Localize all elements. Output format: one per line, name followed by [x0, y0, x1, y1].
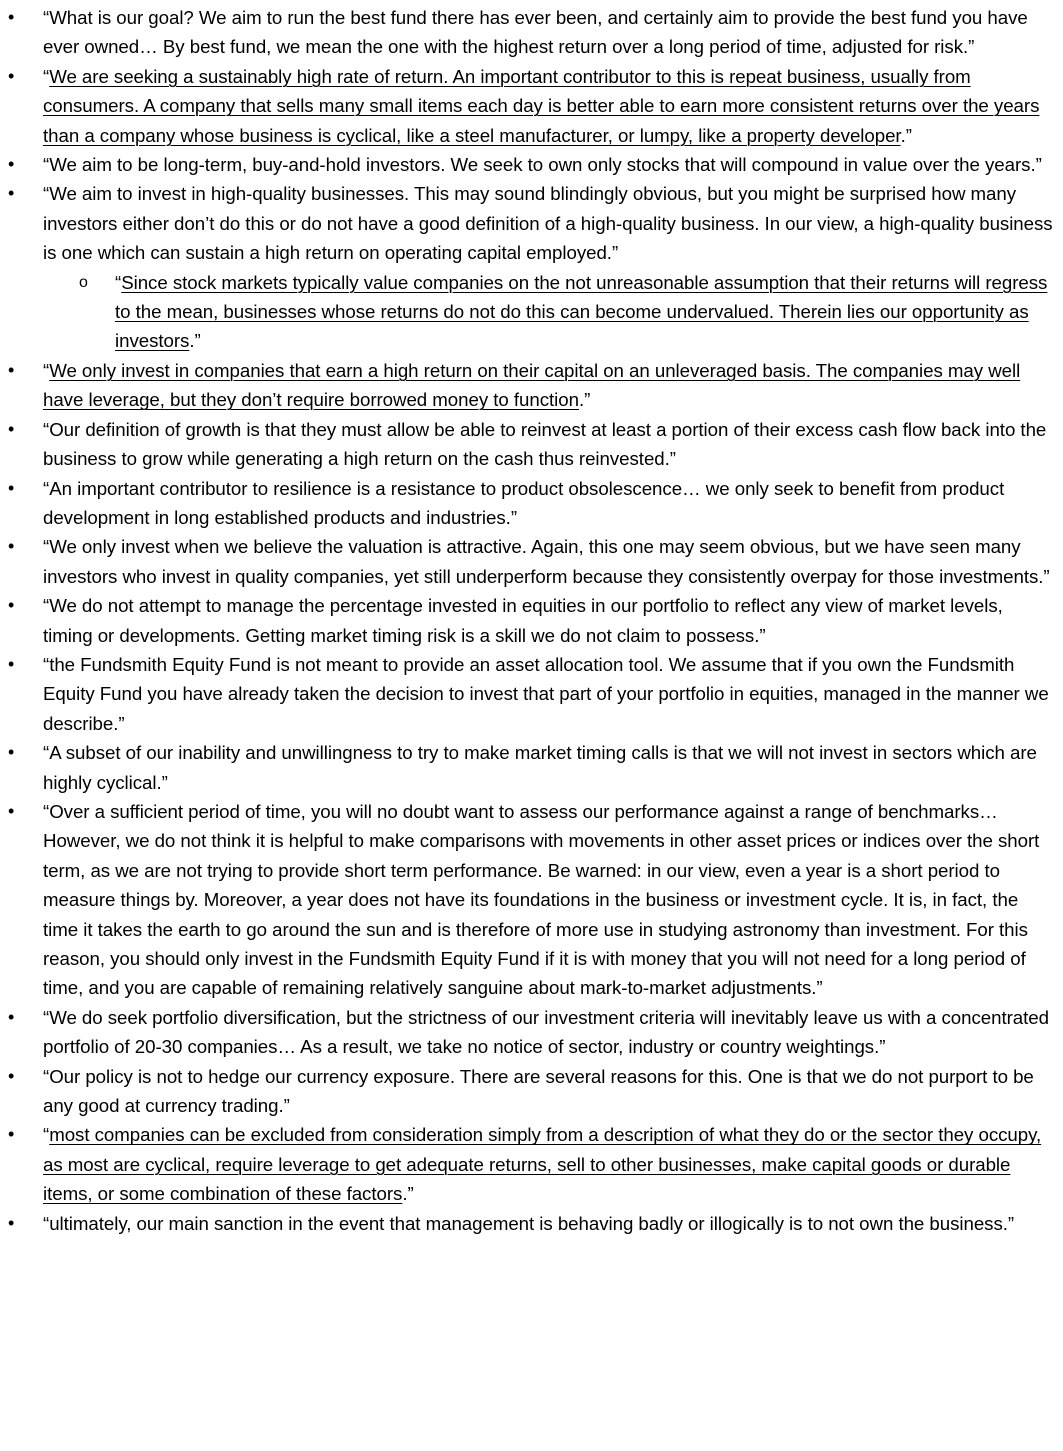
quote-open: “	[43, 65, 50, 87]
quote-text: the Fundsmith Equity Fund is not meant to provide an asset allocation tool. We assume that if you own the Fundsmith Equity Fund you have already taken the decision to invest that part of your portfolio in equities, managed in the manner we describe.	[43, 653, 1049, 734]
list-item	[0, 1062, 1053, 1121]
quote-text: A subset of our inability and unwillingness to try to make market timing calls is that we will not invest in sectors which are highly cyclical.	[43, 742, 1037, 793]
bullet-icon: •	[8, 65, 15, 86]
quote-text: We aim to be long-term, buy-and-hold investors. We seek to own only stocks that will compound in value over the years.	[49, 154, 1036, 176]
bullet-icon: •	[8, 742, 15, 763]
list-item	[0, 474, 1053, 533]
quote-text: Our definition of growth is that they must allow be able to reinvest at least a portion of their excess cash flow back into the business to grow while generating a high return on the cash thus reinvested.	[43, 418, 1047, 470]
bullet-icon: •	[8, 183, 15, 204]
quote-close: ”	[510, 506, 517, 528]
quote-open: “	[43, 536, 50, 558]
quote-close: .”	[900, 124, 912, 146]
quote-open: “	[43, 183, 50, 205]
quote-text: An important contributor to resilience is a resistance to product obsolescence… we only seek to benefit from product development in long established products and industries.	[43, 477, 1005, 528]
quote-close: ”	[1007, 1212, 1015, 1234]
bullet-icon: •	[8, 1212, 15, 1233]
list-item	[0, 415, 1053, 474]
quote-open: “	[43, 418, 50, 440]
bullet-icon: •	[8, 359, 15, 380]
quote-open: “	[115, 271, 122, 293]
quote-text: Over a sufficient period of time, you will no doubt want to assess our performance against a range of benchmarks… However, we do not think it is helpful to make comparisons with movements in other asset prices or indices over the short term, as we are not trying to provide short term performance. Be warned: in our view, even a year is a short period to measure things by. Moreover, a year does not have its foundations in the business or investment cycle. It is, in fact, the time it takes the earth to go around the sun and is therefore of more use in studying astronomy than investment. For this reason, you should only invest in the Fundsmith Equity Fund if it is with money that you will not need for a long period of time, and you are capable of remaining relatively sanguine about mark-to-market adjustments.	[43, 800, 1040, 999]
quote-open: “	[43, 7, 50, 28]
list-item	[0, 62, 1053, 150]
quote-close: ”	[968, 36, 975, 58]
quote-close: ”	[759, 624, 766, 646]
quote-underlined-text: most companies can be excluded from consideration simply from a description of what they do or the sector they occupy, as most are cyclical, require leverage to get adequate returns, sell to other businesses, make capital goods or durable items, or some combination of these factors	[43, 1124, 1042, 1205]
quote-text: We only invest when we believe the valuation is attractive. Again, this one may seem obvious, but we have seen many investors who invest in quality companies, yet still underperform because they consistently overpay for those investments.	[43, 536, 1044, 587]
list-item	[0, 650, 1053, 738]
quote-close: ”	[1043, 565, 1050, 587]
list-item	[0, 356, 1053, 415]
bullet-icon: •	[8, 1065, 15, 1086]
quote-open: “	[43, 477, 50, 499]
list-item	[0, 532, 1053, 591]
quote-text: What is our goal? We aim to run the best fund there has ever been, and certainly aim to provide the best fund you have ever owned… By best fund, we mean the one with the highest return over a long period of time, adjusted for risk.	[43, 7, 1028, 58]
bullet-icon: •	[8, 418, 15, 439]
list-item	[0, 1003, 1053, 1062]
bullet-icon: •	[8, 1006, 15, 1027]
quote-underlined-text: We are seeking a sustainably high rate of return. An important contributor to this is repeat business, usually from consumers. A company that sells many small items each day is better able to earn more consistent returns over the years than a company whose business is cyclical, like a steel manufacturer, or lumpy, like a property developer	[43, 65, 1040, 146]
list-item	[0, 179, 1053, 267]
list-item	[0, 738, 1053, 797]
bullet-icon: •	[8, 1124, 15, 1145]
bullet-icon: •	[8, 536, 15, 557]
quote-close: ”	[1035, 154, 1042, 176]
quote-open: “	[43, 1124, 50, 1146]
quote-open: “	[43, 1065, 50, 1087]
list-item	[0, 591, 1053, 650]
quote-list	[0, 3, 1053, 1238]
list-item	[0, 1209, 1053, 1238]
bullet-icon: •	[8, 154, 15, 175]
quote-text: We aim to invest in high-quality businesses. This may sound blindingly obvious, but you might be surprised how many investors either don’t do this or do not have a good definition of a high-quality business. In our view, a high-quality business is one which can sustain a high return on operating capital employed.	[43, 183, 1053, 264]
sub-list-item	[0, 268, 1053, 356]
quote-open: “	[43, 653, 50, 675]
quote-open: “	[43, 1212, 50, 1234]
quote-text: ultimately, our main sanction in the event that management is behaving badly or illogically is to not own the business.	[49, 1212, 1008, 1234]
list-item	[0, 150, 1053, 179]
quote-close: ”	[611, 242, 619, 264]
quote-underlined-text: Since stock markets typically value companies on the not unreasonable assumption that their returns will regress to the mean, businesses whose returns do not do this can become undervalued. Therein lies our opportunity as investors	[115, 271, 1048, 352]
quote-close: ”	[118, 712, 125, 734]
bullet-icon: •	[8, 7, 15, 27]
quote-open: “	[43, 595, 50, 617]
bullet-icon: •	[8, 653, 15, 674]
list-item	[0, 3, 1053, 62]
quote-text: Our policy is not to hedge our currency exposure. There are several reasons for this. One is that we do not purport to be any good at currency trading.	[43, 1065, 1034, 1117]
quote-open: “	[43, 154, 50, 176]
bullet-icon: •	[8, 595, 15, 616]
quote-close: ”	[283, 1095, 290, 1117]
bullet-icon: •	[8, 477, 15, 498]
bullet-icon: •	[8, 800, 15, 821]
quote-close: ”	[161, 771, 168, 793]
hollow-bullet-icon: o	[79, 273, 88, 291]
quote-open: “	[43, 1006, 50, 1028]
list-item	[0, 797, 1053, 1003]
quote-open: “	[43, 359, 50, 381]
quote-text: We do seek portfolio diversification, but the strictness of our investment criteria will inevitably leave us with a concentrated portfolio of 20-30 companies… As a result, we take no notice of sector, industry or country weightings.	[43, 1006, 1049, 1058]
quote-close: .”	[578, 389, 591, 411]
quote-close: ”	[669, 448, 676, 470]
quote-underlined-text: We only invest in companies that earn a high return on their capital on an unleveraged basis. The companies may well have leverage, but they don’t require borrowed money to function	[43, 359, 1021, 411]
quote-close: .”	[402, 1183, 414, 1205]
quote-close: ”	[879, 1036, 886, 1058]
quote-open: “	[43, 742, 50, 764]
quote-close: ”	[816, 977, 823, 999]
quote-open: “	[43, 800, 50, 822]
quote-text: We do not attempt to manage the percentage invested in equities in our portfolio to reflect any view of market levels, timing or developments. Getting market timing risk is a skill we do not claim to possess.	[43, 595, 1003, 646]
list-item	[0, 1120, 1053, 1208]
quote-close: .”	[189, 330, 201, 352]
